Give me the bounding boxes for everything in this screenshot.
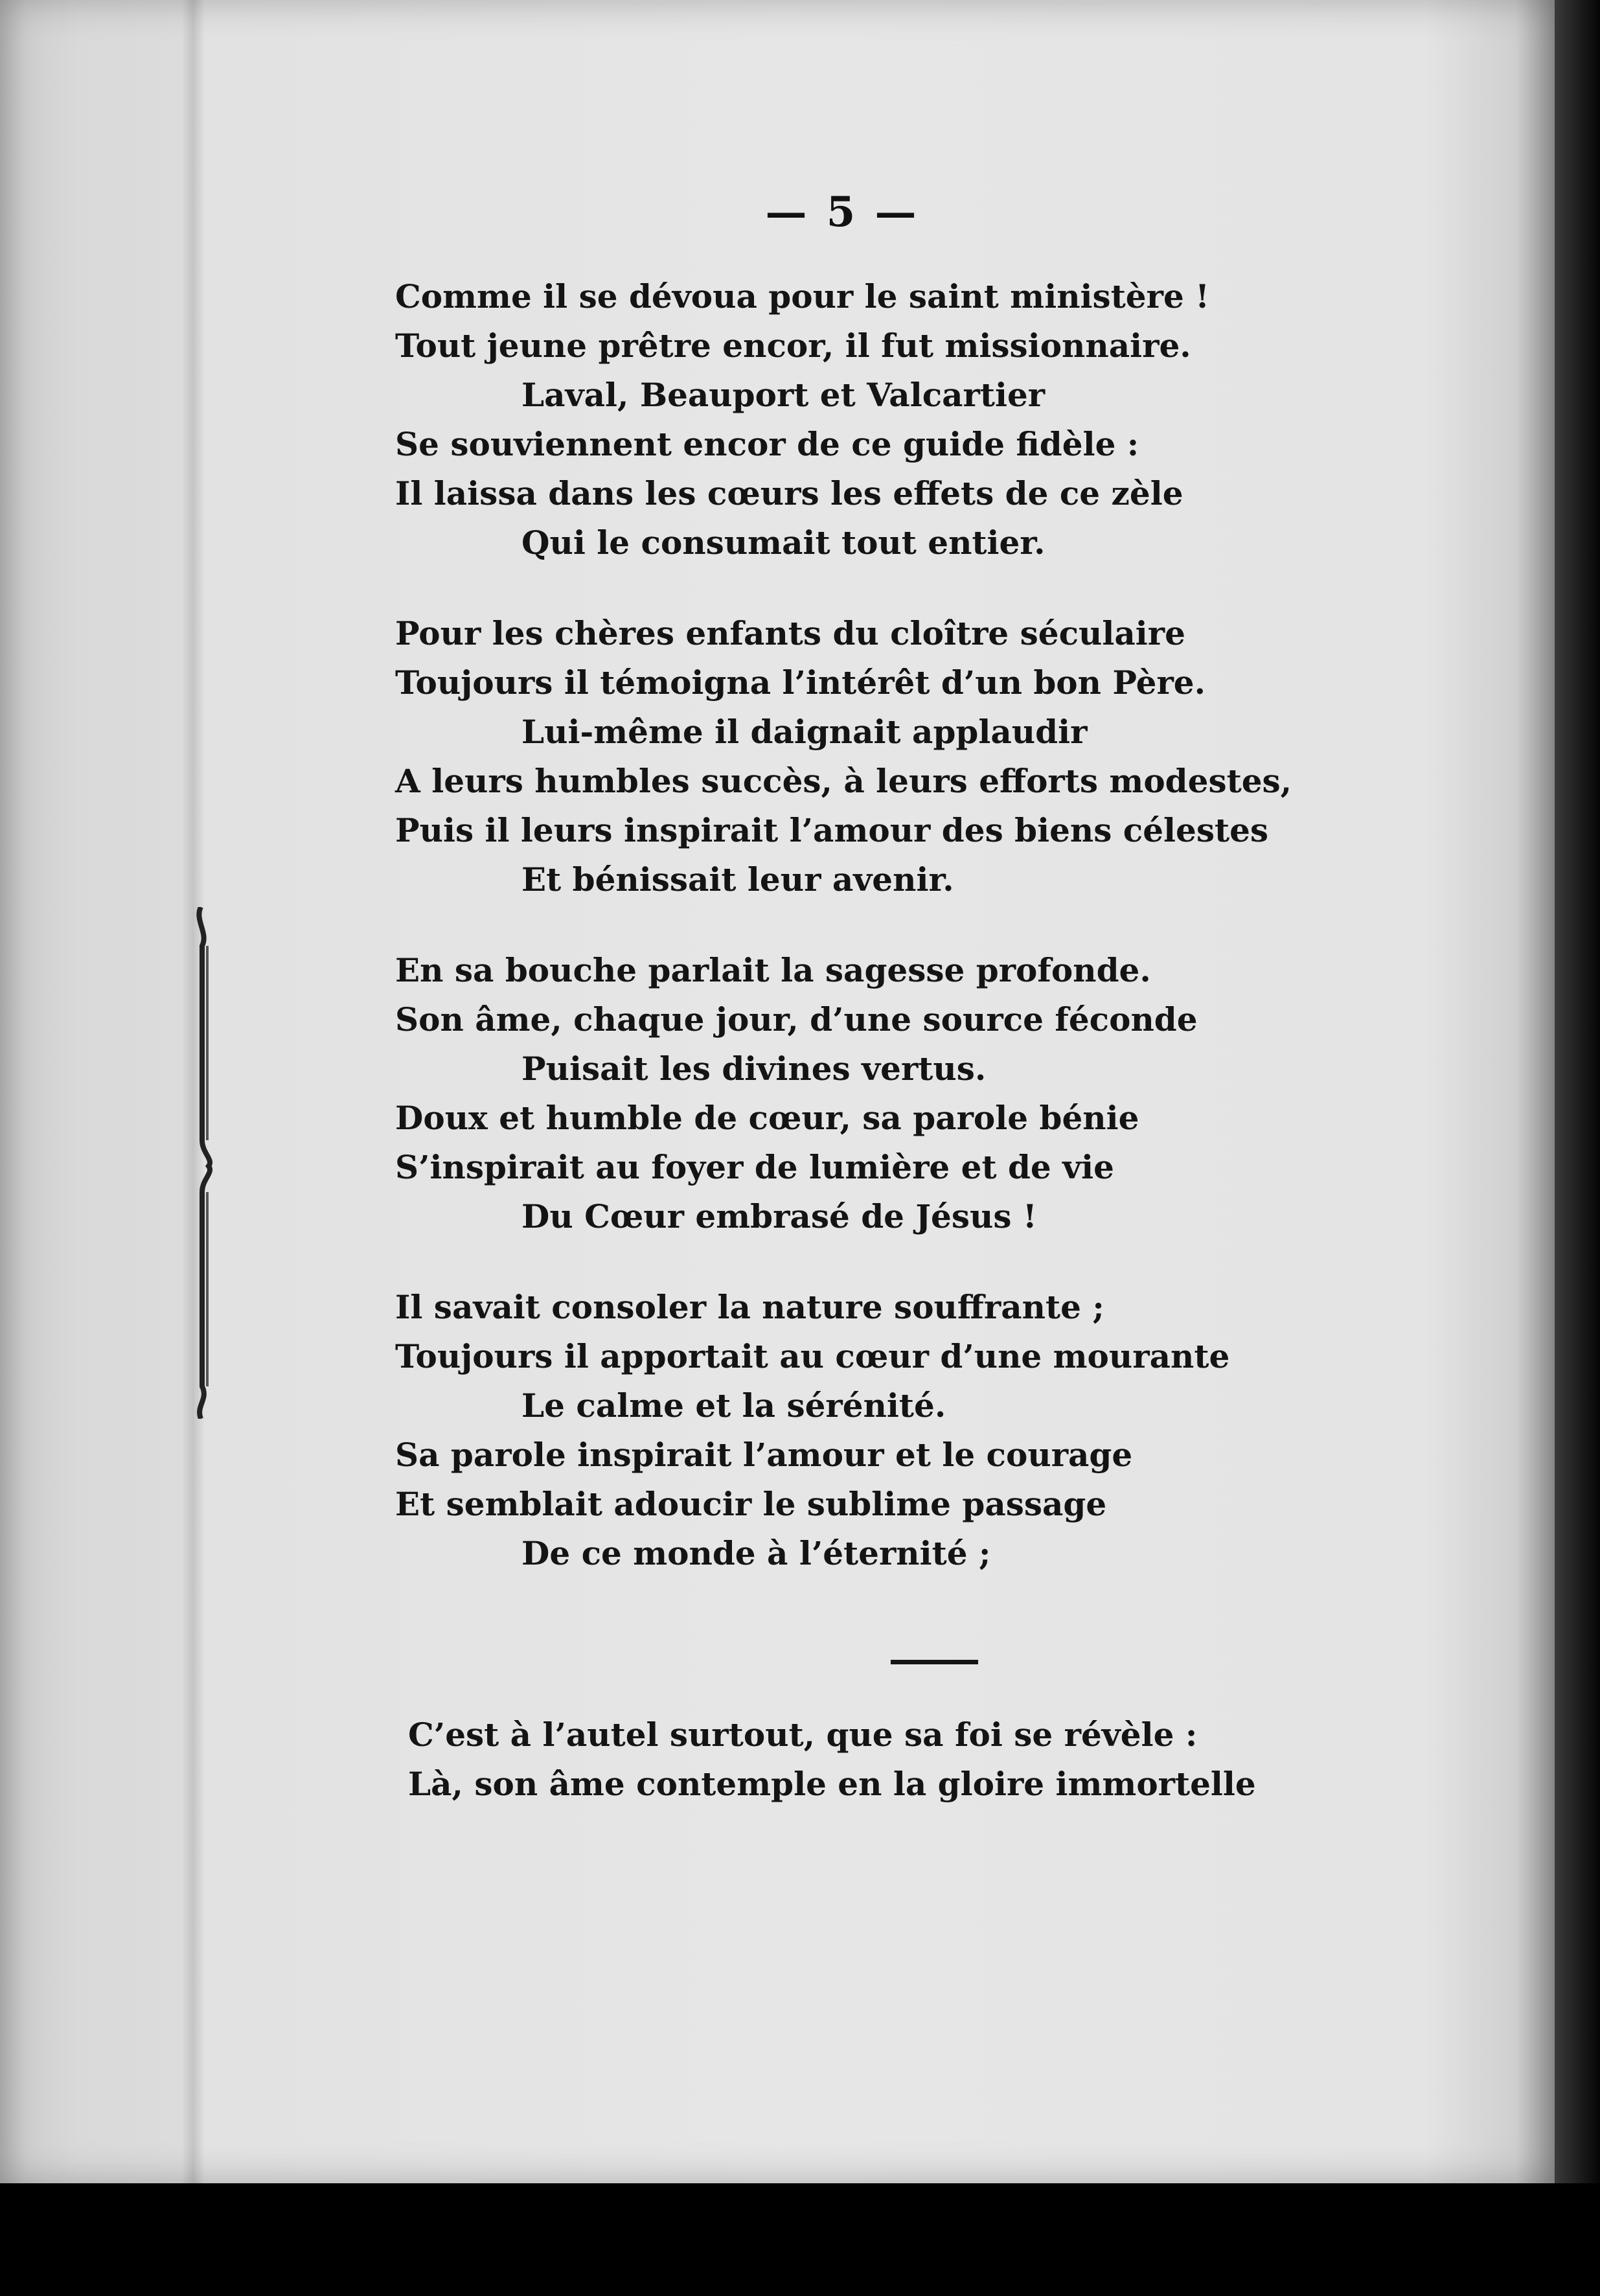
- verse-line: Pour les chères enfants du cloître séculaire: [395, 614, 1185, 652]
- verse-line: Doux et humble de cœur, sa parole bénie: [395, 1099, 1139, 1137]
- verse-line: A leurs humbles succès, à leurs efforts modestes,: [395, 762, 1292, 800]
- verse-line: Et semblait adoucir le sublime passage: [395, 1485, 1107, 1523]
- scan-border-right: [1555, 0, 1600, 2296]
- verse-line: Toujours il apportait au cœur d’une mourante: [395, 1337, 1230, 1375]
- verse-line-indented: Puisait les divines vertus.: [521, 1050, 987, 1088]
- verse-line: Son âme, chaque jour, d’une source féconde: [395, 1000, 1198, 1039]
- verse-line: C’est à l’autel surtout, que sa foi se révèle :: [408, 1716, 1198, 1754]
- verse-line-indented: Le calme et la sérénité.: [521, 1386, 946, 1425]
- verse-line-indented: Lui-même il daignait applaudir: [521, 713, 1088, 751]
- verse-line-indented: Laval, Beauport et Valcartier: [521, 376, 1046, 414]
- section-separator-rule: [891, 1660, 978, 1664]
- verse-line: Comme il se dévoua pour le saint ministère !: [395, 277, 1210, 316]
- verse-line: Se souviennent encor de ce guide fidèle :: [395, 425, 1139, 463]
- final-stanza: [408, 1710, 1315, 1809]
- stanza-3: [395, 946, 1302, 1241]
- page-number: — 5 —: [765, 188, 919, 236]
- verse-line: Là, son âme contemple en la gloire immortelle: [408, 1765, 1256, 1803]
- scan-border-bottom: [0, 2183, 1600, 2296]
- bracket-ornament: [189, 907, 222, 1419]
- verse-line: Il savait consoler la nature souffrante ;: [395, 1288, 1104, 1326]
- stanza-4: [395, 1283, 1302, 1578]
- verse-line-indented: De ce monde à l’éternité ;: [521, 1534, 991, 1572]
- verse-line: En sa bouche parlait la sagesse profonde.: [395, 951, 1151, 989]
- verse-line: Puis il leurs inspirait l’amour des biens célestes: [395, 811, 1269, 849]
- verse-line: Toujours il témoigna l’intérêt d’un bon Père.: [395, 663, 1206, 702]
- verse-line: Il laissa dans les cœurs les effets de ce zèle: [395, 474, 1183, 512]
- verse-line-indented: Du Cœur embrasé de Jésus !: [521, 1197, 1037, 1235]
- verse-line-indented: Qui le consumait tout entier.: [521, 523, 1046, 562]
- verse-line: Sa parole inspirait l’amour et le courage: [395, 1436, 1133, 1474]
- stanza-2: [395, 609, 1302, 904]
- poem-body: [395, 272, 1302, 1620]
- verse-line-indented: Et bénissait leur avenir.: [521, 860, 954, 899]
- stanza-1: [395, 272, 1302, 568]
- verse-line: Tout jeune prêtre encor, il fut missionnaire.: [395, 327, 1191, 365]
- verse-line: S’inspirait au foyer de lumière et de vie: [395, 1148, 1114, 1186]
